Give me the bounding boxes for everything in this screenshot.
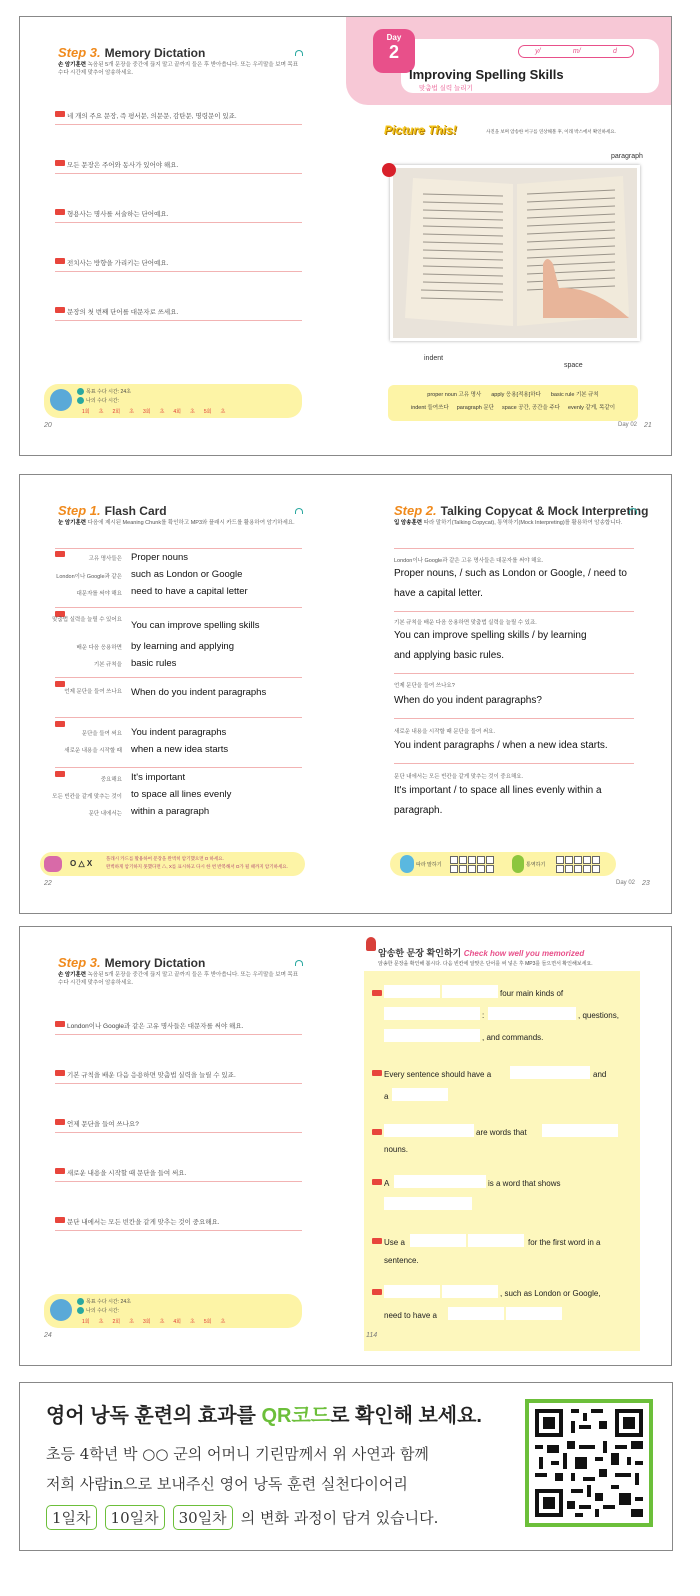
elephant-icon: [50, 1299, 72, 1321]
label-indent: indent: [424, 355, 444, 362]
my-time-label: 나의 수다 시간:: [86, 398, 120, 404]
chunk-english: within a paragraph: [131, 806, 210, 817]
label-paragraph: paragraph: [611, 153, 643, 160]
check-icon: [77, 397, 84, 404]
chunk-english: need to have a capital letter: [131, 586, 248, 597]
divider: [55, 677, 302, 678]
bunny-icon: [512, 855, 524, 873]
goal-time-label: 목표 수다 시간: 24초: [86, 389, 131, 395]
question-number: [55, 160, 65, 166]
rhino-icon: [44, 856, 62, 872]
qr-code-icon: [535, 1409, 643, 1517]
divider: [55, 607, 302, 608]
star-time-row: 1회 초 2회 초 3회 초 4회 초 5회 초: [82, 1319, 226, 1325]
step-heading: Step 3. Memory Dictation: [58, 955, 206, 970]
question-number: [372, 1289, 382, 1295]
blank-input[interactable]: [394, 1175, 486, 1188]
page-number: 24: [44, 1332, 52, 1339]
headphone-icon: [629, 508, 637, 514]
korean-sentence: 언제 문단을 들여 쓰나요?: [67, 1121, 139, 1128]
chunk-korean: 모든 빈칸을 같게 맞추는 것이: [52, 794, 122, 800]
sentence-fragment: need to have a: [384, 1311, 437, 1320]
blank-input[interactable]: [510, 1066, 590, 1079]
chunk-english: to space all lines evenly: [131, 789, 232, 800]
writing-line: [55, 1083, 302, 1084]
character-icon: [400, 855, 414, 873]
step-instruction: 손 암기훈련 녹음된 5개 문장을 중간에 끊지 말고 끝까지 들은 후 받아씁니다. 또는 우리말을 보며 목표 수다 시간제 맞추어 암송하세요.: [58, 62, 299, 76]
elephant-icon: [50, 389, 72, 411]
writing-line: [55, 1132, 302, 1133]
chunk-korean: 문단을 들여 써요: [81, 731, 122, 737]
blank-input[interactable]: [442, 985, 498, 998]
self-check-note: 플래시 카드를 활용하여 문장을 완벽히 암기했으면 O 하세요. 완벽하게 암기하지 못했다면 △, X를 표시하고 다시 한 번 반복해서 O가 될 때까지 암기하세요.: [106, 856, 288, 869]
writing-line: [55, 1230, 302, 1231]
blank-input[interactable]: [468, 1234, 524, 1247]
english-line: When do you indent paragraphs?: [394, 695, 542, 706]
check-icon: [77, 388, 84, 395]
question-number: [55, 1168, 65, 1174]
chunk-english: Proper nouns: [131, 552, 189, 563]
blank-input[interactable]: [384, 1285, 440, 1298]
sentence-fragment: are words that: [476, 1128, 527, 1137]
my-time-label: 나의 수다 시간:: [86, 1308, 120, 1314]
headphone-icon: [295, 50, 303, 56]
label-space: space: [564, 362, 583, 369]
page-number: 20: [44, 422, 52, 429]
page-title: Improving Spelling Skills: [409, 67, 564, 82]
korean-sentence: 기본 규칙을 배운 다음 응용하면 맞춤법 실력을 늘릴 수 있죠.: [67, 1072, 236, 1079]
divider: [394, 763, 634, 764]
interpreting-label: 통역하기: [526, 862, 546, 868]
english-line: It's important / to space all lines evenly within a: [394, 785, 602, 796]
blank-input[interactable]: [384, 985, 440, 998]
question-number: [55, 258, 65, 264]
day-label: Day 02: [616, 880, 636, 886]
question-number: [372, 1129, 382, 1135]
promo-line-2: 저희 사람in으로 보내주신 영어 낭독 훈련 실천다이어리: [46, 1475, 408, 1493]
sentence-fragment: a: [384, 1092, 389, 1101]
left-page: [20, 927, 346, 1365]
left-page: [20, 475, 346, 913]
chunk-korean: 맞춤법 실력을 늘릴 수 있어요: [52, 617, 122, 623]
right-page: [346, 475, 672, 913]
question-number: [55, 307, 65, 313]
shrimp-icon: [366, 937, 376, 951]
question-number: [372, 990, 382, 996]
qr-promo-box: [19, 1382, 673, 1551]
sentence-fragment: Every sentence should have a: [384, 1070, 492, 1079]
korean-prompt: London이나 Google과 같은 고유 명사들은 대문자를 써야 해요.: [394, 558, 544, 564]
spread-dictation-check: [19, 926, 672, 1366]
qr-code[interactable]: [525, 1399, 653, 1527]
chunk-english: You can improve spelling skills: [131, 620, 260, 631]
divider: [55, 548, 302, 549]
writing-line: [55, 1034, 302, 1035]
chunk-korean: 언제 문단을 들여 쓰나요: [64, 689, 122, 695]
copycat-label: 따라 말하기: [416, 862, 442, 868]
english-line: You indent paragraphs / when a new idea starts.: [394, 740, 608, 751]
step-instruction: 손 암기훈련 녹음된 5개 문장을 중간에 끊지 말고 끝까지 들은 후 받아씁니다. 또는 우리말을 보며 목표 수다 시간제 맞추어 암송하세요.: [58, 972, 299, 986]
korean-sentence: 전치사는 방향을 가리키는 단어예요.: [67, 260, 169, 267]
writing-line: [55, 320, 302, 321]
question-number: [55, 209, 65, 215]
sentence-fragment: , and commands.: [482, 1033, 544, 1042]
sentence-fragment: , such as London or Google,: [500, 1289, 601, 1298]
sentence-fragment: sentence.: [384, 1256, 419, 1265]
spread-day2-dictation-picture: [19, 16, 672, 456]
step-heading: [58, 45, 205, 60]
copycat-count-boxes[interactable]: [450, 865, 494, 873]
chunk-english: by learning and applying: [131, 641, 234, 652]
blank-input[interactable]: [384, 1124, 474, 1137]
page-number: 114: [366, 1332, 378, 1339]
o-triangle-x-marks: O △ X: [70, 859, 93, 868]
writing-line: [55, 124, 302, 125]
page-number: 21: [644, 422, 652, 429]
chunk-korean: 기본 규칙을: [93, 662, 122, 668]
goal-time-label: 목표 수다 시간: 24초: [86, 1299, 131, 1305]
interpreting-count-boxes[interactable]: [556, 856, 600, 864]
writing-line: [55, 1181, 302, 1182]
headphone-icon: [295, 508, 303, 514]
picture-this-heading: Picture This!: [384, 123, 457, 137]
sentence-fragment: four main kinds of: [500, 989, 564, 998]
korean-sentence: 새로운 내용을 시작할 때 문단을 들여 써요.: [67, 1170, 187, 1177]
question-number: [372, 1179, 382, 1185]
vocab-row: indent 들여쓰다 paragraph 문단 space 공간, 공간을 주다 evenly 같게, 똑같이: [410, 405, 616, 411]
right-page: [346, 17, 672, 455]
chunk-korean: 대문자를 써야 해요: [76, 591, 122, 597]
check-icon: [77, 1307, 84, 1314]
blank-input[interactable]: [384, 1029, 480, 1042]
english-line: have a capital letter.: [394, 588, 483, 599]
sentence-fragment: :: [482, 1011, 485, 1020]
korean-prompt: 문단 내에서는 모든 빈칸을 같게 맞추는 것이 중요해요.: [394, 774, 524, 780]
chunk-english: such as London or Google: [131, 569, 243, 580]
writing-line: [55, 173, 302, 174]
question-number: [55, 111, 65, 117]
step-heading: Step 2. Talking Copycat & Mock Interpreting: [394, 503, 649, 518]
writing-line: [55, 271, 302, 272]
promo-line-1: 초등 4학년 박 ○○ 군의 어머니 기린맘께서 위 사연과 함께: [46, 1445, 429, 1463]
day-badge: Day 2: [373, 29, 415, 73]
promo-line-3: [46, 1505, 438, 1530]
promo-headline: 영어 낭독 훈련의 효과를 QR코드로 확인해 보세요.: [46, 1405, 482, 1427]
question-number: [55, 1070, 65, 1076]
divider: [394, 673, 634, 674]
pushpin-icon: [382, 163, 396, 177]
star-time-row: 1회 초 2회 초 3회 초 4회 초 5회 초: [82, 409, 226, 415]
spread-flashcard-copycat: [19, 474, 672, 914]
tag-day-10: 10일차: [105, 1505, 165, 1530]
korean-prompt: 언제 문단을 들여 쓰나요?: [394, 683, 455, 689]
step-number: Step 3.: [58, 45, 101, 60]
question-number: [55, 1021, 65, 1027]
blank-input[interactable]: [488, 1007, 576, 1020]
divider: [394, 548, 634, 549]
qr-highlight: QR코드: [261, 1405, 331, 1427]
chunk-english: You indent paragraphs: [131, 727, 227, 738]
sentence-fragment: is a word that shows: [488, 1179, 561, 1188]
vocab-row: proper noun 고유 명사 apply 응용[적용]하다 basic rule 기본 규칙: [427, 392, 599, 398]
step-title: Memory Dictation: [104, 46, 206, 60]
korean-prompt: 기본 규칙을 배운 다음 응용하면 맞춤법 실력을 늘릴 수 있죠.: [394, 620, 537, 626]
chunk-korean: 문단 내에서는: [88, 811, 122, 817]
korean-sentence: 모든 문장은 주어와 동사가 있어야 해요.: [67, 162, 179, 169]
left-page: [20, 17, 346, 455]
divider: [394, 718, 634, 719]
korean-prompt: 새로운 내용을 시작할 때 문단을 들여 써요.: [394, 729, 496, 735]
question-number: [372, 1070, 382, 1076]
day-label: Day 02: [618, 422, 638, 428]
blank-input[interactable]: [384, 1007, 480, 1020]
blank-input[interactable]: [448, 1307, 504, 1320]
interpreting-count-boxes[interactable]: [556, 865, 600, 873]
korean-sentence: 네 개의 주요 문장, 즉 평서문, 의문문, 감탄문, 명령문이 있죠.: [67, 113, 237, 120]
question-number: [372, 1238, 382, 1244]
book-photo: [390, 165, 640, 341]
check-header: 암송한 문장 확인하기 Check how well you memorized: [378, 948, 585, 958]
chunk-english: when a new idea starts: [131, 744, 229, 755]
step-instruction: 입 암송훈련 따라 말하기(Talking Copycat), 통역하기(Mock Interpreting)를 활용하여 암송합니다.: [394, 520, 623, 526]
chunk-korean: London이나 Google과 같은: [56, 574, 122, 580]
sentence-fragment: and: [593, 1070, 607, 1079]
divider: [394, 611, 634, 612]
blank-input[interactable]: [392, 1088, 448, 1101]
sentence-fragment: nouns.: [384, 1145, 409, 1154]
sentence-fragment: A: [384, 1179, 390, 1188]
chunk-korean: 중요해요: [100, 777, 122, 783]
right-page: [346, 927, 672, 1365]
question-number: [55, 721, 65, 727]
picture-instruction: 사진을 보며 암송한 어구를 연상해볼 후, 이래 박스에서 확인하세요.: [486, 129, 616, 134]
check-icon: [77, 1298, 84, 1305]
sentence-fragment: Use a: [384, 1238, 405, 1247]
page-subtitle: 맞춤법 실력 늘리기: [419, 85, 473, 92]
sentence-fragment: , questions,: [578, 1011, 619, 1020]
tag-day-1: 1일차: [46, 1505, 97, 1530]
english-line: Proper nouns, / such as London or Google, / need to: [394, 568, 627, 579]
open-book-image: [393, 168, 637, 338]
step-instruction: 눈 암기훈련 다음에 제시된 Meaning Chunk를 확인하고 MP3와 플래시 카드를 활용하여 암기하세요.: [58, 520, 295, 526]
english-line: paragraph.: [394, 805, 443, 816]
writing-line: [55, 222, 302, 223]
korean-sentence: 형용사는 명사를 서술하는 단어예요.: [67, 211, 169, 218]
korean-sentence: London이나 Google과 같은 고유 명사들은 대문자를 써야 해요.: [67, 1023, 244, 1030]
question-number: [55, 1119, 65, 1125]
blank-input[interactable]: [410, 1234, 466, 1247]
chunk-english: basic rules: [131, 658, 177, 669]
blank-input[interactable]: [442, 1285, 498, 1298]
check-instruction: 암송한 문장을 확인해 봅시다. 다음 빈칸에 알맞은 단어를 써 넣은 후 MP3를 들으면서 확인해보세요.: [378, 961, 593, 967]
korean-sentence: 문단 내에서는 모든 빈칸을 같게 맞추는 것이 중요해요.: [67, 1219, 220, 1226]
divider: [55, 767, 302, 768]
korean-sentence: 문장의 첫 번째 단어를 대문자로 쓰세요.: [67, 309, 179, 316]
date-field[interactable]: y/ m/ d: [518, 45, 634, 58]
step-heading: Step 1. Flash Card: [58, 503, 167, 518]
divider: [55, 717, 302, 718]
chunk-korean: 고유 명사들은: [88, 556, 122, 562]
blank-input[interactable]: [384, 1197, 472, 1210]
copycat-count-boxes[interactable]: [450, 856, 494, 864]
chunk-english: It's important: [131, 772, 186, 783]
chunk-english: When do you indent paragraphs: [131, 687, 267, 698]
blank-input[interactable]: [506, 1307, 562, 1320]
page-number: 23: [642, 880, 650, 887]
promo-line-3-tail: 의 변화 과정이 담겨 있습니다.: [240, 1509, 439, 1527]
question-number: [55, 1217, 65, 1223]
blank-input[interactable]: [542, 1124, 618, 1137]
english-line: and applying basic rules.: [394, 650, 505, 661]
chunk-korean: 새로운 내용을 시작할 때: [64, 748, 122, 754]
tag-day-30: 30일차: [173, 1505, 233, 1530]
page-number: 22: [44, 880, 52, 887]
english-line: You can improve spelling skills / by learning: [394, 630, 587, 641]
chunk-korean: 배운 다음 응용하면: [76, 645, 122, 651]
sentence-fragment: for the first word in a: [528, 1238, 601, 1247]
headphone-icon: [295, 960, 303, 966]
